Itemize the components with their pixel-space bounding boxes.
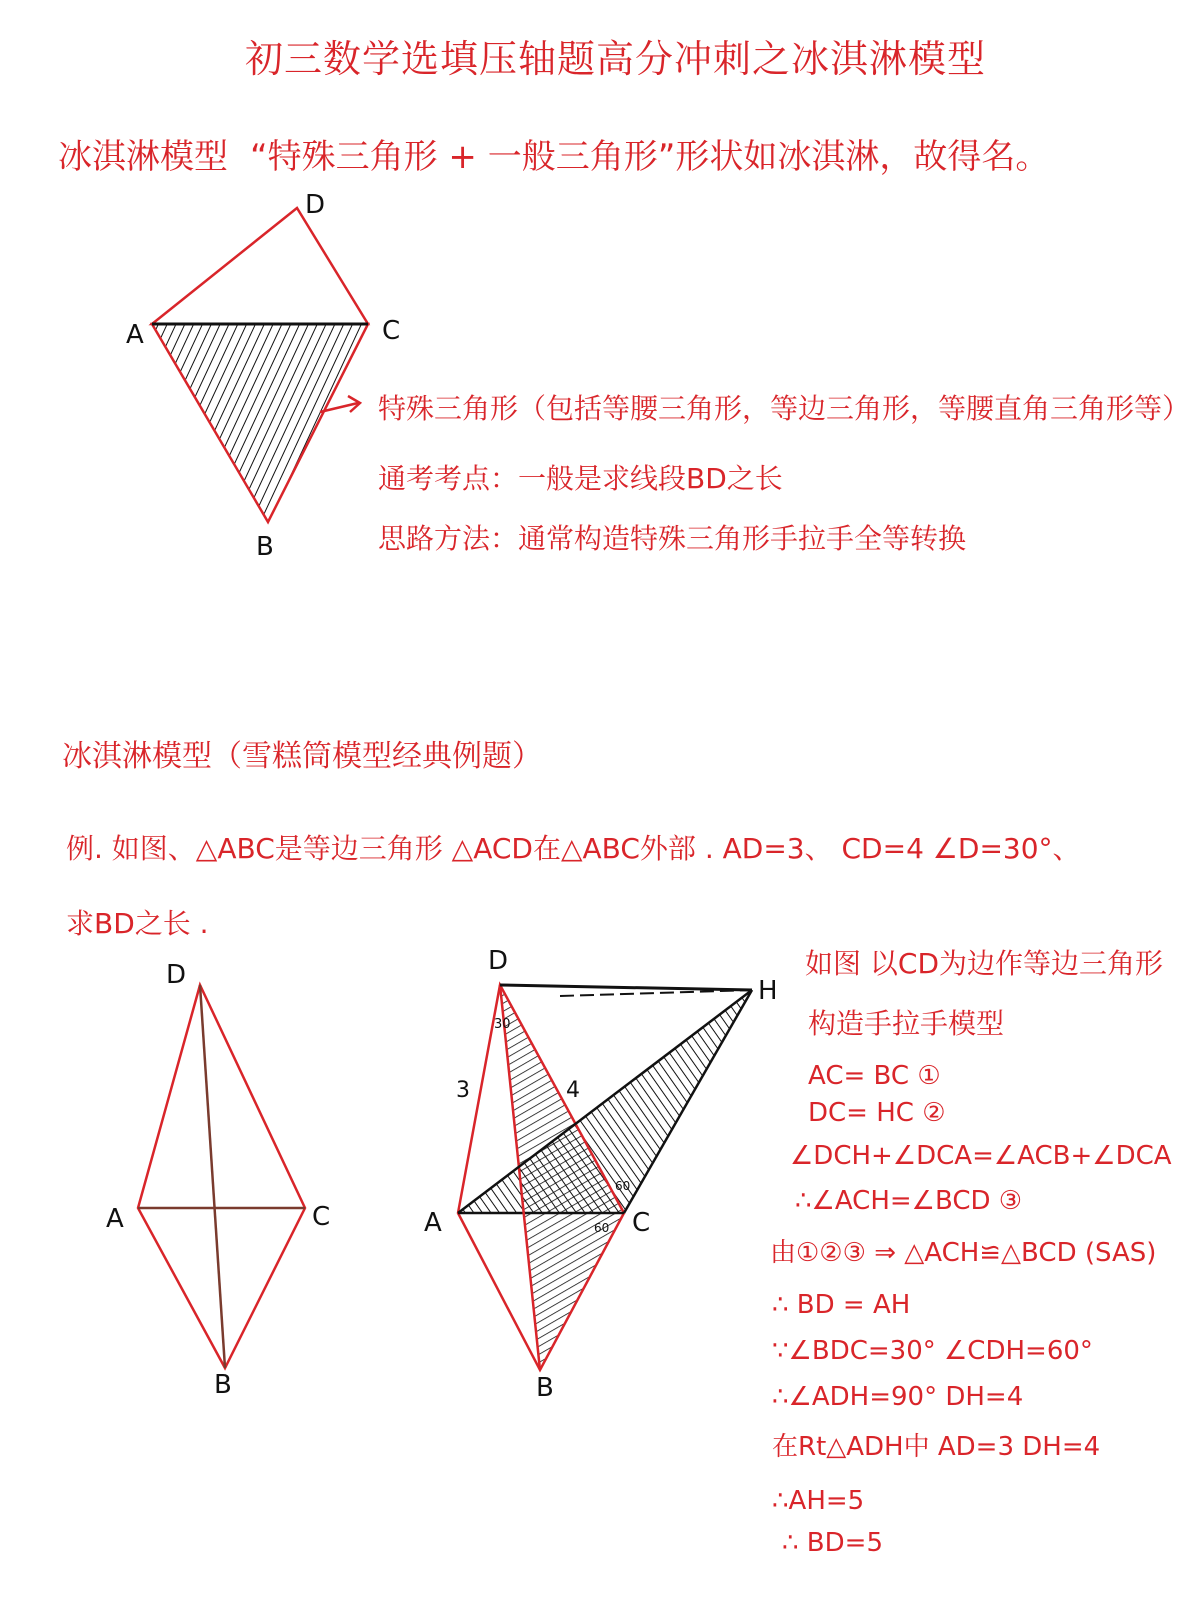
fig1-label-b: B [214, 1370, 232, 1400]
intro-description: “特殊三角形 + 一般三角形”形状如冰淇淋，故得名。 [250, 137, 1050, 177]
fig1-diagonal-bd [200, 985, 225, 1368]
solution-step-5: ∠DCH+∠DCA=∠ACB+∠DCA [790, 1141, 1172, 1171]
intro-label-c: C [382, 316, 401, 346]
solution-step-10: ∴∠ADH=90° DH=4 [772, 1382, 1024, 1412]
fig2-label-d: D [488, 946, 509, 976]
fig2-angle-60-lower: 60 [594, 1221, 610, 1235]
intro-label-b: B [256, 532, 274, 562]
fig2-angle-30: 30 [494, 1017, 511, 1032]
example-problem-line2: 求BD之长 . [66, 907, 209, 940]
intro-figure [152, 208, 368, 522]
example-heading: 冰淇淋模型（雪糕筒模型经典例题） [62, 739, 542, 774]
solution-step-6: ∴∠ACH=∠BCD ③ [795, 1186, 1023, 1216]
intro-shaded-triangle [152, 324, 368, 522]
fig2-label-b: B [536, 1373, 554, 1403]
solution-step-13: ∴ BD=5 [782, 1528, 883, 1558]
example-figure-1 [138, 985, 305, 1368]
solution-step-9: ∵∠BDC=30° ∠CDH=60° [772, 1336, 1093, 1366]
fig2-angle-60-upper: 60 [615, 1179, 631, 1193]
page-title: 初三数学选填压轴题高分冲刺之冰淇淋模型 [245, 37, 987, 81]
fig1-label-d: D [166, 960, 187, 990]
solution-step-8: ∴ BD = AH [772, 1290, 911, 1320]
intro-note-special-triangle: 特殊三角形（包括等腰三角形，等边三角形，等腰直角三角形等） [378, 392, 1191, 425]
intro-note-method: 思路方法：通常构造特殊三角形手拉手全等转换 [378, 522, 967, 555]
solution-step-2: 构造手拉手模型 [808, 1007, 1005, 1040]
fig2-label-a: A [424, 1208, 442, 1238]
fig1-label-c: C [312, 1202, 331, 1232]
intro-note-exam-point: 通考考点：一般是求线段BD之长 [378, 462, 783, 495]
fig2-label-c: C [632, 1208, 651, 1238]
solution-step-3: AC= BC ① [808, 1061, 941, 1091]
example-figure-2 [458, 985, 752, 1370]
intro-label-a: A [126, 320, 144, 350]
fig1-label-a: A [106, 1204, 124, 1234]
fig2-length-cd: 4 [566, 1078, 580, 1103]
fig2-label-h: H [758, 976, 778, 1006]
intro-label-d: D [305, 190, 326, 220]
solution-step-4: DC= HC ② [808, 1098, 946, 1128]
solution-step-11: 在Rt△ADH中 AD=3 DH=4 [772, 1432, 1101, 1462]
fig2-line-dh [500, 985, 752, 990]
fig2-length-ad: 3 [456, 1078, 470, 1103]
intro-heading: 冰淇淋模型 [58, 137, 228, 177]
example-problem-line1: 例. 如图、△ABC是等边三角形 △ACD在△ABC外部 . AD=3、 CD=4 ∠D=30°、 [66, 832, 1081, 865]
solution-step-12: ∴AH=5 [772, 1486, 865, 1516]
solution-step-1: 如图 以CD为边作等边三角形 [805, 947, 1164, 980]
intro-triangle-acd [152, 208, 368, 324]
solution-step-7: 由①②③ ⇒ △ACH≌△BCD (SAS) [770, 1238, 1157, 1268]
fig2-line-dh-dash [560, 990, 752, 996]
